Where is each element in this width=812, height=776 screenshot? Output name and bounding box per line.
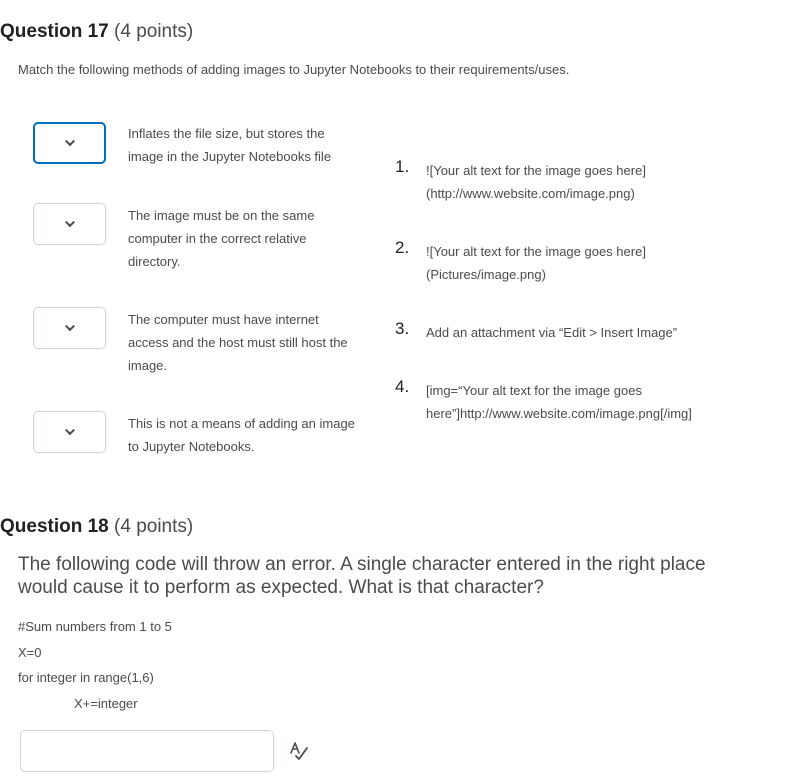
question-18-prompt: The following code will throw an error. A single character entered in the right place would cause it to perform as expected. What is that character? [18,554,706,598]
question-17-title [0,21,193,43]
code-line-4: X+=integer [74,696,138,711]
match-requirement-3: The computer must have internet access and the host must still host the image. [128,312,348,373]
code-line-2: X=0 [18,645,42,660]
choice-number: 2. [395,238,410,257]
answer-input[interactable] [20,730,274,772]
question-number: Question 17 [0,21,109,42]
question-18-title [0,516,193,538]
match-select-3[interactable] [33,307,106,349]
choice-text: Add an attachment via “Edit > Insert Image” [426,325,678,340]
code-line-3: for integer in range(1,6) [18,670,154,685]
match-requirement-2: The image must be on the same computer in the correct relative directory. [128,208,315,269]
question-number: Question 18 [0,516,109,537]
chevron-down-icon [65,136,75,146]
code-line-1: #Sum numbers from 1 to 5 [18,619,172,634]
chevron-down-icon [65,217,75,227]
chevron-down-icon [65,425,75,435]
question-17-prompt: Match the following methods of adding images to Jupyter Notebooks to their requirements/uses. [18,62,570,77]
chevron-down-icon [65,321,75,331]
spell-check-icon[interactable] [288,740,310,762]
choice-text: [img=“Your alt text for the image goes here”]http://www.website.com/image.png[/img] [426,383,692,421]
choice-text: ![Your alt text for the image goes here] (http://www.website.com/image.png) [426,163,646,201]
choice-number: 4. [395,377,410,396]
question-points: (4 points) [114,516,194,537]
choice-number: 3. [395,319,410,338]
match-select-4[interactable] [33,411,106,453]
match-requirement-1: Inflates the file size, but stores the image in the Jupyter Notebooks file [128,126,332,164]
match-select-2[interactable] [33,203,106,245]
choice-text: ![Your alt text for the image goes here] (Pictures/image.png) [426,244,646,282]
match-select-1[interactable] [33,122,106,164]
match-requirement-4: This is not a means of adding an image to Jupyter Notebooks. [128,416,355,454]
choice-number: 1. [395,157,410,176]
question-points: (4 points) [114,21,194,42]
